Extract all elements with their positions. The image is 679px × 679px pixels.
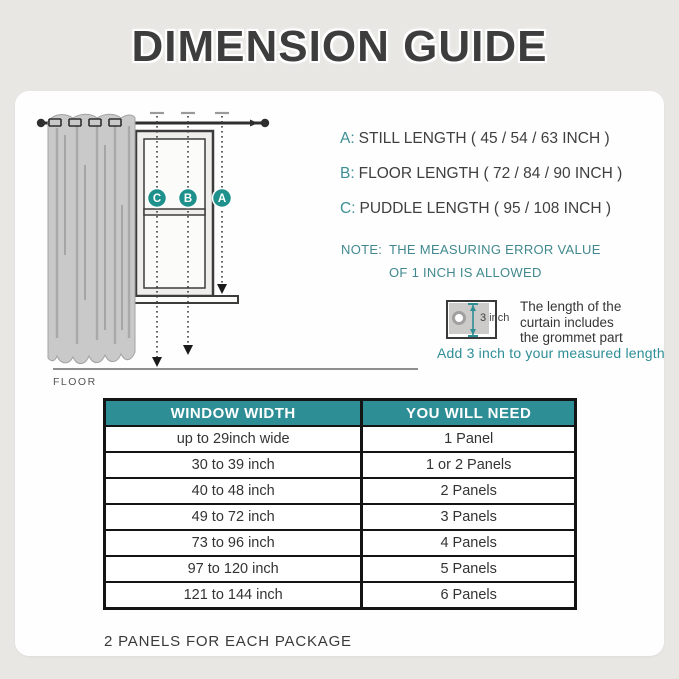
cell-panels-needed: 1 Panel	[362, 426, 576, 452]
note-label: NOTE:	[341, 242, 383, 257]
page-title: DIMENSION GUIDE	[131, 22, 548, 71]
length-item-b	[340, 164, 622, 184]
cell-window-width: 73 to 96 inch	[105, 530, 362, 556]
floor-label: FLOOR	[53, 376, 97, 388]
grommet-description-line-2: curtain includes	[520, 314, 614, 330]
length-text-b: FLOOR LENGTH ( 72 / 84 / 90 INCH )	[358, 165, 623, 182]
table-row	[105, 426, 576, 452]
package-note: 2 PANELS FOR EACH PACKAGE	[104, 633, 352, 650]
badge-c	[148, 189, 167, 208]
badge-b	[179, 189, 198, 208]
cell-panels-needed: 5 Panels	[362, 556, 576, 582]
measure-arrow-icon	[467, 302, 479, 338]
grommet-icon	[452, 311, 466, 325]
length-item-c	[340, 199, 622, 219]
length-letter-b: B:	[340, 165, 355, 182]
cell-window-width: 121 to 144 inch	[105, 582, 362, 609]
table-row	[105, 582, 576, 609]
windowsill	[130, 296, 238, 303]
length-letter-a: A:	[340, 130, 355, 147]
grommet-description-line-1: The length of the	[520, 299, 622, 314]
length-legend	[340, 129, 622, 234]
svg-text:C: C	[152, 193, 162, 205]
window	[136, 131, 213, 296]
cell-window-width: 97 to 120 inch	[105, 556, 362, 582]
cell-panels-needed: 3 Panels	[362, 504, 576, 530]
cell-panels-needed: 6 Panels	[362, 582, 576, 609]
grommet-tip: Add 3 inch to your measured length	[437, 345, 665, 361]
length-text-c: PUDDLE LENGTH ( 95 / 108 INCH )	[359, 200, 612, 217]
table-row	[105, 556, 576, 582]
cell-window-width: up to 29inch wide	[105, 426, 362, 452]
table-row	[105, 478, 576, 504]
cell-window-width: 49 to 72 inch	[105, 504, 362, 530]
cell-panels-needed: 1 or 2 Panels	[362, 452, 576, 478]
length-text-a: STILL LENGTH ( 45 / 54 / 63 INCH )	[358, 130, 610, 147]
table-row	[105, 504, 576, 530]
cell-panels-needed: 4 Panels	[362, 530, 576, 556]
table-header-window-width: WINDOW WIDTH	[105, 400, 362, 427]
grommet-measure-label: 3 inch	[480, 312, 510, 324]
note	[341, 238, 601, 284]
cell-window-width: 40 to 48 inch	[105, 478, 362, 504]
length-letter-c: C:	[340, 200, 356, 217]
svg-text:A: A	[217, 193, 227, 205]
length-item-a	[340, 129, 622, 149]
grommet-description	[520, 299, 623, 346]
badge-a	[213, 189, 232, 208]
note-line-2: OF 1 INCH IS ALLOWED	[389, 265, 542, 280]
note-line-1: THE MEASURING ERROR VALUE	[389, 242, 601, 257]
cell-panels-needed: 2 Panels	[362, 478, 576, 504]
grommet-description-line-3: the grommet part	[520, 330, 623, 345]
curtain	[48, 114, 135, 363]
table-row	[105, 530, 576, 556]
panel-table	[103, 398, 577, 610]
cell-window-width: 30 to 39 inch	[105, 452, 362, 478]
table-header-you-will-need: YOU WILL NEED	[362, 400, 576, 427]
table-header-row	[105, 400, 576, 427]
svg-text:B: B	[183, 193, 193, 205]
table-row	[105, 452, 576, 478]
